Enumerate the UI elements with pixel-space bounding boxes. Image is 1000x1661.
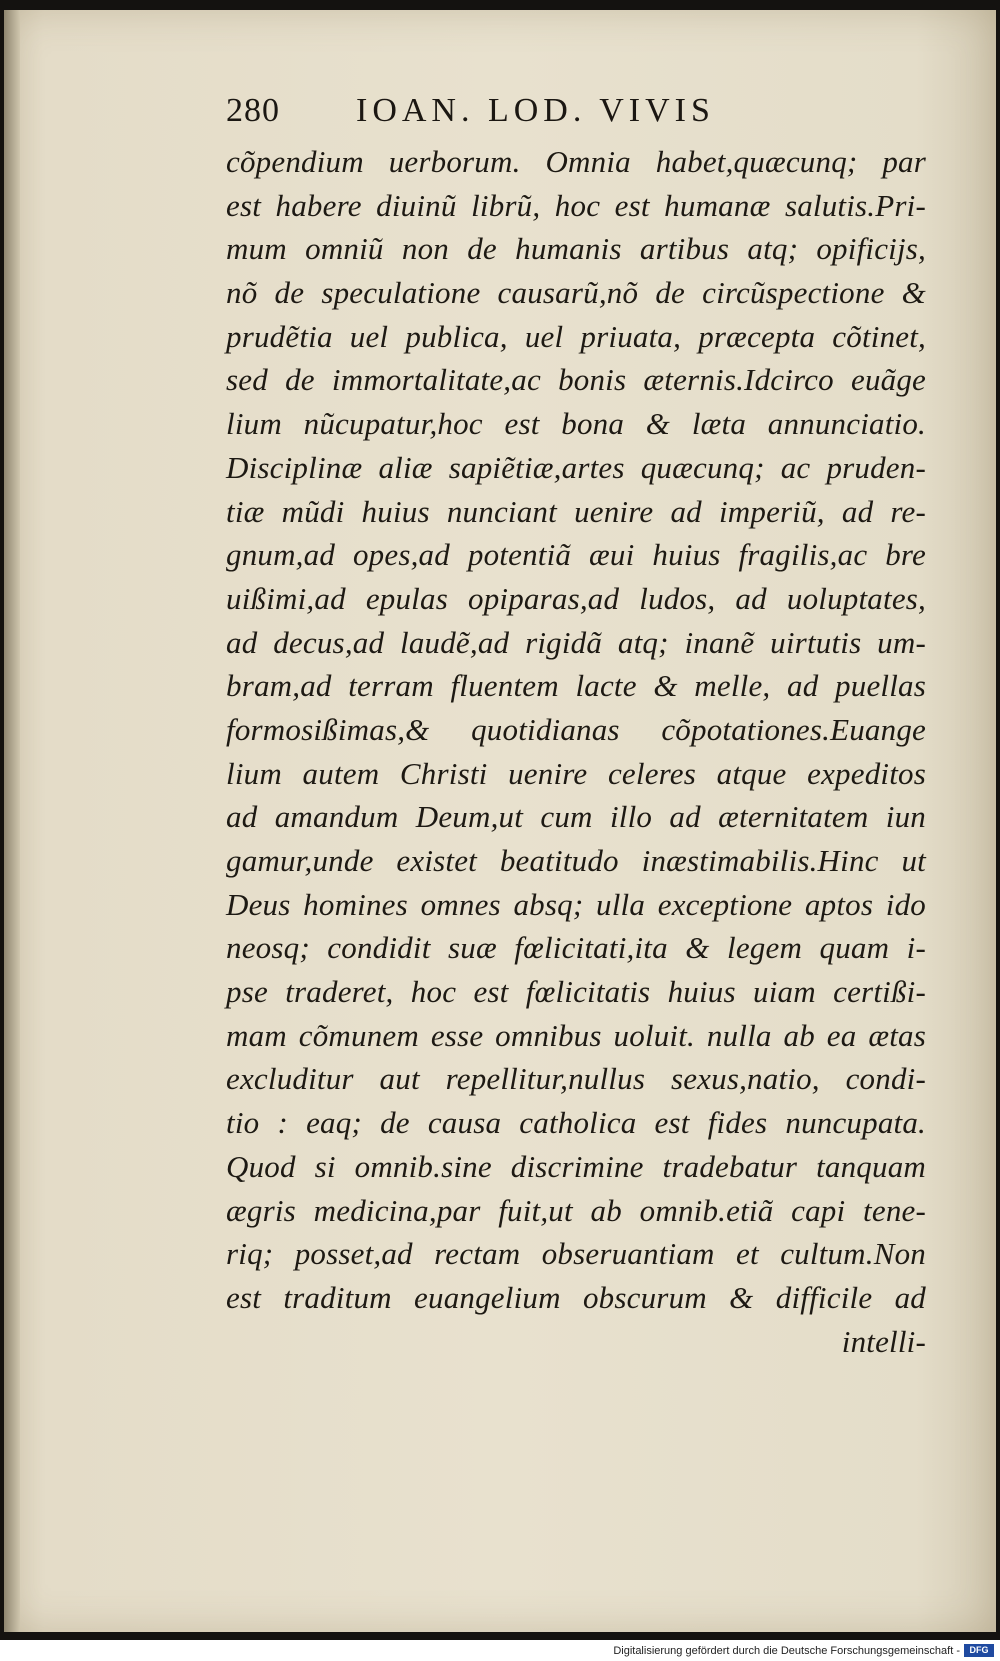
running-title: IOAN. LOD. VIVIS — [356, 92, 715, 129]
text-line: sed de immortalitate,ac bonis æternis.Idcirco euãge — [226, 362, 926, 398]
text-line: ad decus,ad laudẽ,ad rigidã atq; inanẽ uirtutis um- — [226, 624, 926, 660]
running-head — [226, 92, 866, 142]
text-line: lium nũcupatur,hoc est bona & læta annunciatio. — [226, 406, 926, 442]
text-line: Deus homines omnes absq; ulla exceptione aptos ido — [226, 886, 926, 922]
text-line: est traditum euangelium obscurum & difficile ad — [226, 1279, 926, 1315]
text-line: excluditur aut repellitur,nullus sexus,natio, condi- — [226, 1061, 926, 1097]
text-line: tiæ mũdi huius nunciant uenire ad imperiũ, ad re- — [226, 493, 926, 529]
page-gutter-edge — [4, 10, 20, 1632]
text-line: prudẽtia uel publica, uel priuata, præcepta cõtinet, — [226, 318, 926, 354]
text-line: Disciplinæ aliæ sapiẽtiæ,artes quæcunq; ac pruden- — [226, 449, 926, 485]
text-line: mum omniũ non de humanis artibus atq; opificijs, — [226, 231, 926, 267]
text-line: cõpendium uerborum. Omnia habet,quæcunq; par — [226, 144, 926, 179]
text-line: ægris medicina,par fuit,ut ab omnib.etiã capi tene- — [226, 1192, 926, 1228]
text-line: Quod si omnib.sine discrimine tradebatur tanquam — [226, 1148, 926, 1184]
text-line: riq; posset,ad rectam obseruantiam et cultum.Non — [226, 1236, 926, 1272]
dfg-logo: DFG — [964, 1644, 994, 1657]
text-line: lium autem Christi uenire celeres atque expeditos — [226, 755, 926, 791]
text-line: nõ de speculatione causarũ,nõ de circũspectione & — [226, 275, 926, 311]
text-line: est habere diuinũ librũ, hoc est humanæ salutis.Pri- — [226, 187, 926, 223]
body-text — [226, 140, 926, 1363]
funding-credit: Digitalisierung gefördert durch die Deutsche Forschungsgemeinschaft - — [613, 1645, 960, 1657]
text-line: tio : eaq; de causa catholica est fides nuncupata. — [226, 1105, 926, 1141]
text-line: gnum,ad opes,ad potentiã æui huius fragilis,ac bre — [226, 537, 926, 573]
text-line: uißimi,ad epulas opiparas,ad ludos, ad uoluptates, — [226, 580, 926, 616]
text-line: neosq; condidit suæ fœlicitati,ita & legem quam i- — [226, 930, 926, 966]
text-line: gamur,unde existet beatitudo inæstimabilis.Hinc ut — [226, 843, 926, 878]
catchword: intelli- — [841, 1323, 926, 1359]
text-line: pse traderet, hoc est fœlicitatis huius uiam certißi- — [226, 974, 926, 1010]
text-line: formosißimas,& quotidianas cõpotationes.Euange — [226, 711, 926, 747]
text-line: mam cõmunem esse omnibus uoluit. nulla ab ea ætas — [226, 1017, 926, 1053]
text-line: ad amandum Deum,ut cum illo ad æternitatem iun — [226, 799, 926, 835]
page-number: 280 — [226, 92, 280, 129]
text-line: bram,ad terram fluentem lacte & melle, ad puellas — [226, 668, 926, 704]
